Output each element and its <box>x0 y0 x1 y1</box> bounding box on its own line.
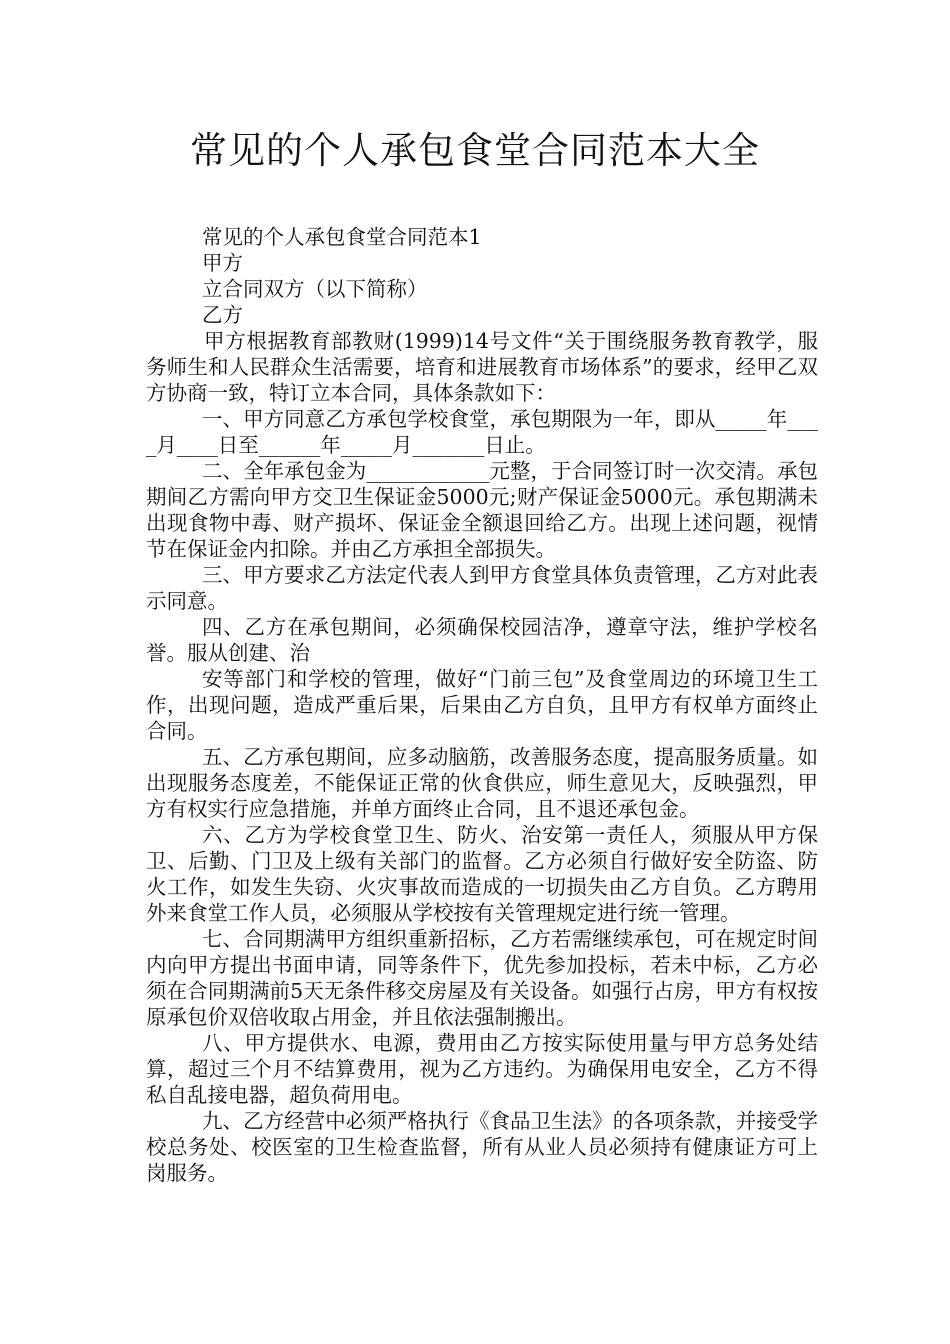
clause-5: 五、乙方承包期间，应多动脑筋，改善服务态度，提高服务质量。如出现服务态度差，不能保证正常的伙食供应，师生意见大，反映强烈，甲方有权实行应急措施，并单方面终止合同，且不退还承包金。 <box>146 745 818 821</box>
clause-2: 二、全年承包金为____________元整，于合同签订时一次交清。承包期间乙方需向甲方交卫生保证金5000元;财产保证金5000元。承包期满未出现食物中毒、财产损坏、保证金全额退回给乙方。出现上述问题，视情节在保证金内扣除。并由乙方承担全部损失。 <box>146 459 818 561</box>
document-title: 常见的个人承包食堂合同范本大全 <box>190 129 760 172</box>
clause-3: 三、甲方要求乙方法定代表人到甲方食堂具体负责管理，乙方对此表示同意。 <box>146 563 818 613</box>
document-body <box>146 224 818 1186</box>
clause-1: 一、甲方同意乙方承包学校食堂，承包期限为一年，即从_____年____月____日至______年_____月_______日止。 <box>146 407 818 457</box>
section-heading: 常见的个人承包食堂合同范本1 <box>202 225 482 249</box>
party-b-line: 乙方 <box>202 303 243 327</box>
clause-9: 九、乙方经营中必须严格执行《食品卫生法》的各项条款，并接受学校总务处、校医室的卫生检查监督，所有从业人员必须持有健康证方可上岗服务。 <box>146 1109 818 1185</box>
clause-4-continued: 安等部门和学校的管理，做好“门前三包”及食堂周边的环境卫生工作，出现问题，造成严重后果，后果由乙方自负，且甲方有权单方面终止合同。 <box>146 667 818 743</box>
clause-6: 六、乙方为学校食堂卫生、防火、治安第一责任人，须服从甲方保卫、后勤、门卫及上级有关部门的监督。乙方必须自行做好安全防盗、防火工作，如发生失窃、火灾事故而造成的一切损失由乙方自负。乙方聘用外来食堂工作人员，必须服从学校按有关管理规定进行统一管理。 <box>146 823 818 925</box>
clause-7: 七、合同期满甲方组织重新招标，乙方若需继续承包，可在规定时间内向甲方提出书面申请，同等条件下，优先参加投标，若未中标，乙方必须在合同期满前5天无条件移交房屋及有关设备。如强行占房，甲方有权按原承包价双倍收取占用金，并且依法强制搬出。 <box>146 927 818 1029</box>
clause-4: 四、乙方在承包期间，必须确保校园洁净，遵章守法，维护学校名誉。服从创建、治 <box>146 615 818 665</box>
party-a-line: 甲方 <box>202 251 243 275</box>
parties-line: 立合同双方（以下简称） <box>202 277 428 301</box>
clause-8: 八、甲方提供水、电源，费用由乙方按实际使用量与甲方总务处结算，超过三个月不结算费用，视为乙方违约。为确保用电安全，乙方不得私自乱接电器，超负荷用电。 <box>146 1031 818 1107</box>
intro-paragraph: 甲方根据教育部教财(1999)14号文件“关于围绕服务教育教学，服务师生和人民群众生活需要，培育和进展教育市场体系”的要求，经甲乙双方协商一致，特订立本合同，具体条款如下： <box>146 329 818 405</box>
